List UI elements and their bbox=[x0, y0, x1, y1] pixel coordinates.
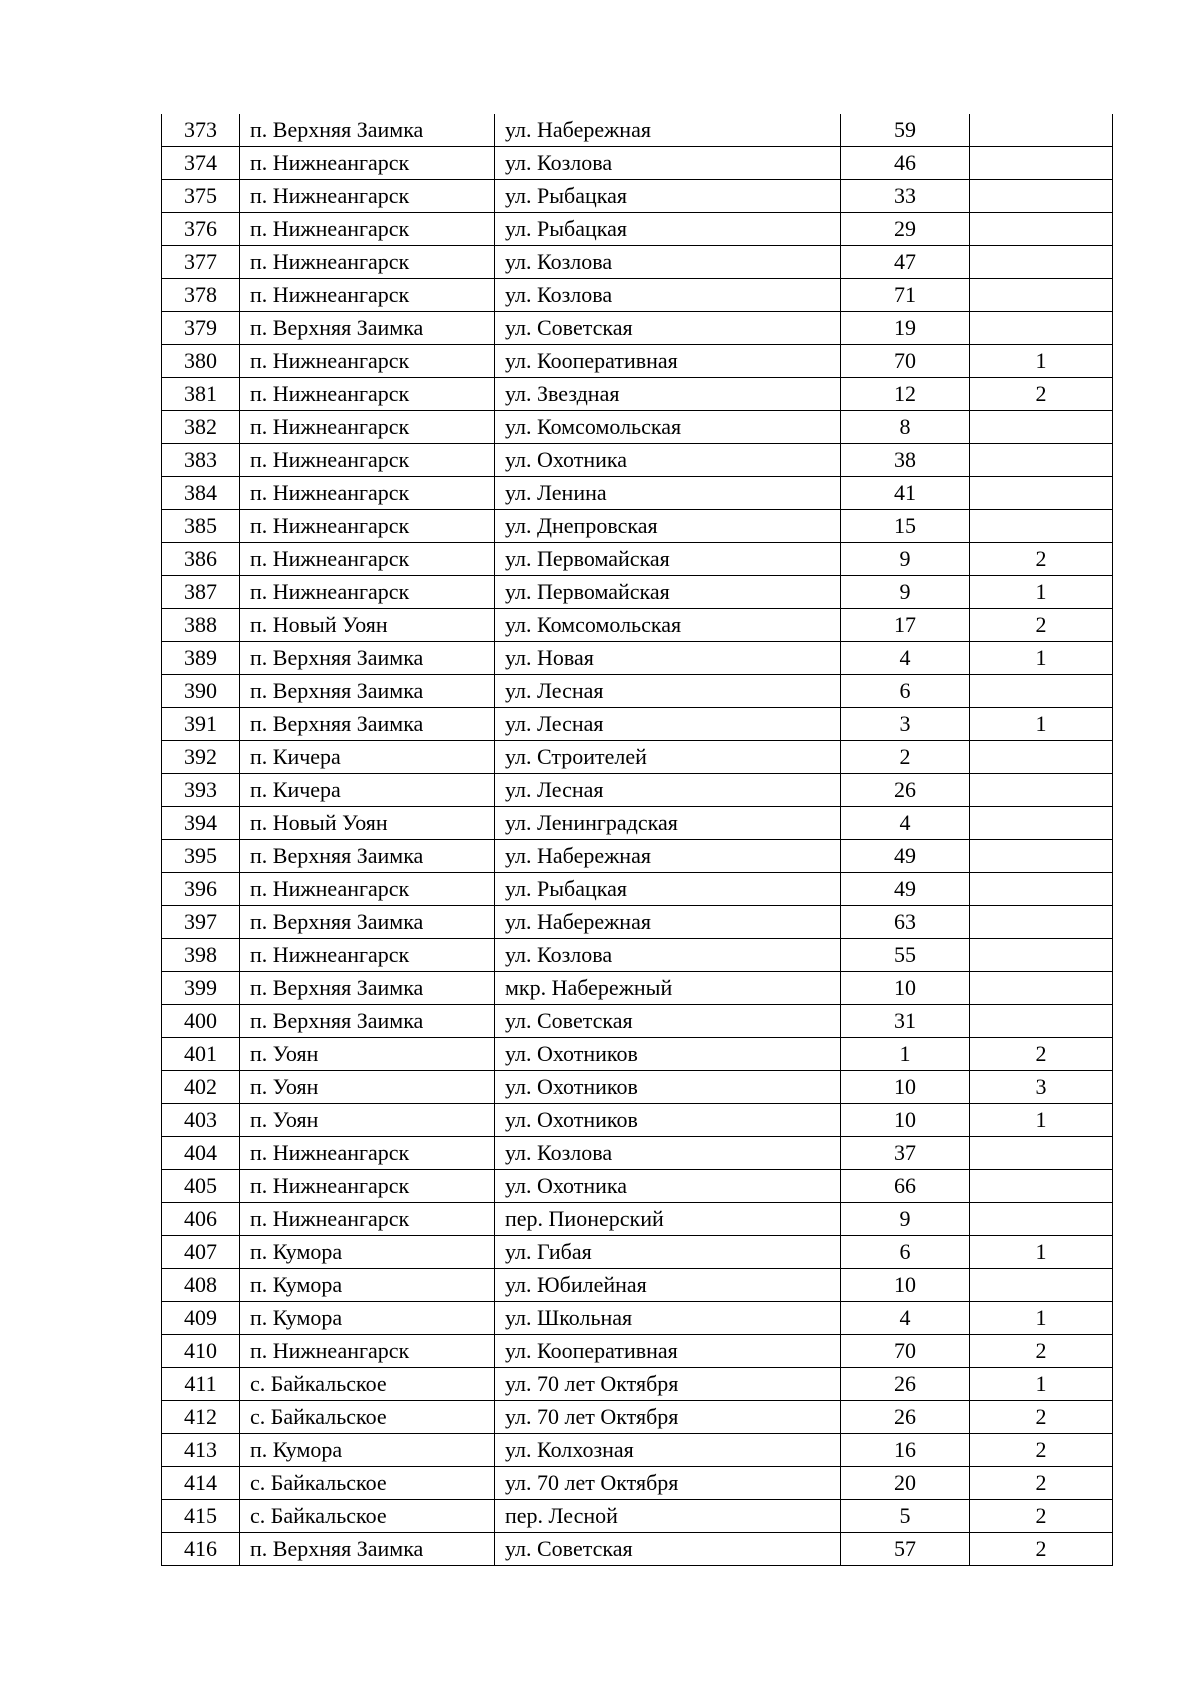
apartment-cell: 1 bbox=[970, 1236, 1113, 1269]
house-number-cell: 26 bbox=[841, 774, 970, 807]
row-number: 401 bbox=[162, 1038, 240, 1071]
apartment-cell: 2 bbox=[970, 1500, 1113, 1533]
row-number: 411 bbox=[162, 1368, 240, 1401]
settlement-cell: с. Байкальское bbox=[240, 1467, 495, 1500]
row-number: 379 bbox=[162, 312, 240, 345]
street-cell: ул. Юбилейная bbox=[495, 1269, 841, 1302]
settlement-cell: с. Байкальское bbox=[240, 1500, 495, 1533]
settlement-cell: п. Нижнеангарск bbox=[240, 543, 495, 576]
table-row bbox=[162, 741, 1113, 774]
street-cell: ул. Комсомольская bbox=[495, 609, 841, 642]
table-row bbox=[162, 873, 1113, 906]
house-number-cell: 8 bbox=[841, 411, 970, 444]
street-cell: мкр. Набережный bbox=[495, 972, 841, 1005]
street-cell: ул. Советская bbox=[495, 1005, 841, 1038]
apartment-cell: 1 bbox=[970, 642, 1113, 675]
apartment-cell bbox=[970, 972, 1113, 1005]
settlement-cell: п. Нижнеангарск bbox=[240, 279, 495, 312]
street-cell: ул. Набережная bbox=[495, 114, 841, 147]
settlement-cell: п. Нижнеангарск bbox=[240, 576, 495, 609]
settlement-cell: п. Нижнеангарск bbox=[240, 477, 495, 510]
house-number-cell: 37 bbox=[841, 1137, 970, 1170]
street-cell: ул. Лесная bbox=[495, 774, 841, 807]
row-number: 403 bbox=[162, 1104, 240, 1137]
house-number-cell: 70 bbox=[841, 1335, 970, 1368]
row-number: 396 bbox=[162, 873, 240, 906]
street-cell: ул. Охотников bbox=[495, 1104, 841, 1137]
settlement-cell: п. Нижнеангарск bbox=[240, 510, 495, 543]
settlement-cell: п. Кумора bbox=[240, 1302, 495, 1335]
house-number-cell: 15 bbox=[841, 510, 970, 543]
house-number-cell: 66 bbox=[841, 1170, 970, 1203]
apartment-cell bbox=[970, 510, 1113, 543]
row-number: 383 bbox=[162, 444, 240, 477]
table-row bbox=[162, 1401, 1113, 1434]
row-number: 409 bbox=[162, 1302, 240, 1335]
settlement-cell: п. Уоян bbox=[240, 1071, 495, 1104]
settlement-cell: с. Байкальское bbox=[240, 1368, 495, 1401]
apartment-cell: 2 bbox=[970, 378, 1113, 411]
table-row bbox=[162, 576, 1113, 609]
table-row bbox=[162, 906, 1113, 939]
row-number: 397 bbox=[162, 906, 240, 939]
street-cell: ул. Первомайская bbox=[495, 543, 841, 576]
street-cell: ул. Козлова bbox=[495, 1137, 841, 1170]
street-cell: ул. Школьная bbox=[495, 1302, 841, 1335]
house-number-cell: 16 bbox=[841, 1434, 970, 1467]
house-number-cell: 31 bbox=[841, 1005, 970, 1038]
table-row bbox=[162, 1368, 1113, 1401]
row-number: 413 bbox=[162, 1434, 240, 1467]
row-number: 393 bbox=[162, 774, 240, 807]
address-table-body bbox=[162, 114, 1113, 1566]
street-cell: ул. Козлова bbox=[495, 939, 841, 972]
row-number: 405 bbox=[162, 1170, 240, 1203]
table-row bbox=[162, 246, 1113, 279]
settlement-cell: п. Верхняя Заимка bbox=[240, 840, 495, 873]
house-number-cell: 47 bbox=[841, 246, 970, 279]
apartment-cell bbox=[970, 1005, 1113, 1038]
apartment-cell bbox=[970, 1203, 1113, 1236]
row-number: 375 bbox=[162, 180, 240, 213]
settlement-cell: п. Верхняя Заимка bbox=[240, 906, 495, 939]
settlement-cell: п. Кумора bbox=[240, 1434, 495, 1467]
row-number: 376 bbox=[162, 213, 240, 246]
street-cell: ул. Комсомольская bbox=[495, 411, 841, 444]
row-number: 407 bbox=[162, 1236, 240, 1269]
table-row bbox=[162, 675, 1113, 708]
row-number: 398 bbox=[162, 939, 240, 972]
house-number-cell: 4 bbox=[841, 642, 970, 675]
apartment-cell: 2 bbox=[970, 1038, 1113, 1071]
table-row bbox=[162, 1038, 1113, 1071]
apartment-cell bbox=[970, 444, 1113, 477]
house-number-cell: 71 bbox=[841, 279, 970, 312]
row-number: 416 bbox=[162, 1533, 240, 1566]
apartment-cell bbox=[970, 1170, 1113, 1203]
house-number-cell: 38 bbox=[841, 444, 970, 477]
row-number: 387 bbox=[162, 576, 240, 609]
table-row bbox=[162, 1236, 1113, 1269]
row-number: 404 bbox=[162, 1137, 240, 1170]
table-row bbox=[162, 411, 1113, 444]
apartment-cell bbox=[970, 906, 1113, 939]
row-number: 386 bbox=[162, 543, 240, 576]
settlement-cell: п. Верхняя Заимка bbox=[240, 1005, 495, 1038]
row-number: 395 bbox=[162, 840, 240, 873]
row-number: 373 bbox=[162, 114, 240, 147]
house-number-cell: 41 bbox=[841, 477, 970, 510]
street-cell: ул. Лесная bbox=[495, 708, 841, 741]
row-number: 408 bbox=[162, 1269, 240, 1302]
house-number-cell: 17 bbox=[841, 609, 970, 642]
apartment-cell: 2 bbox=[970, 1335, 1113, 1368]
apartment-cell bbox=[970, 411, 1113, 444]
settlement-cell: п. Новый Уоян bbox=[240, 609, 495, 642]
settlement-cell: п. Нижнеангарск bbox=[240, 345, 495, 378]
settlement-cell: п. Верхняя Заимка bbox=[240, 312, 495, 345]
house-number-cell: 49 bbox=[841, 840, 970, 873]
table-row bbox=[162, 1203, 1113, 1236]
row-number: 374 bbox=[162, 147, 240, 180]
settlement-cell: п. Верхняя Заимка bbox=[240, 675, 495, 708]
house-number-cell: 46 bbox=[841, 147, 970, 180]
street-cell: пер. Лесной bbox=[495, 1500, 841, 1533]
apartment-cell: 2 bbox=[970, 1401, 1113, 1434]
row-number: 384 bbox=[162, 477, 240, 510]
table-row bbox=[162, 1434, 1113, 1467]
apartment-cell: 1 bbox=[970, 1302, 1113, 1335]
settlement-cell: п. Кумора bbox=[240, 1269, 495, 1302]
street-cell: ул. 70 лет Октября bbox=[495, 1401, 841, 1434]
row-number: 414 bbox=[162, 1467, 240, 1500]
street-cell: ул. Днепровская bbox=[495, 510, 841, 543]
house-number-cell: 33 bbox=[841, 180, 970, 213]
row-number: 382 bbox=[162, 411, 240, 444]
row-number: 378 bbox=[162, 279, 240, 312]
apartment-cell bbox=[970, 741, 1113, 774]
settlement-cell: п. Нижнеангарск bbox=[240, 378, 495, 411]
apartment-cell bbox=[970, 939, 1113, 972]
street-cell: ул. Рыбацкая bbox=[495, 180, 841, 213]
row-number: 402 bbox=[162, 1071, 240, 1104]
house-number-cell: 49 bbox=[841, 873, 970, 906]
apartment-cell bbox=[970, 1137, 1113, 1170]
street-cell: ул. Рыбацкая bbox=[495, 873, 841, 906]
apartment-cell bbox=[970, 312, 1113, 345]
table-row bbox=[162, 147, 1113, 180]
house-number-cell: 26 bbox=[841, 1401, 970, 1434]
street-cell: ул. Охотника bbox=[495, 444, 841, 477]
table-row bbox=[162, 774, 1113, 807]
settlement-cell: п. Новый Уоян bbox=[240, 807, 495, 840]
table-row bbox=[162, 477, 1113, 510]
apartment-cell bbox=[970, 180, 1113, 213]
house-number-cell: 20 bbox=[841, 1467, 970, 1500]
row-number: 392 bbox=[162, 741, 240, 774]
house-number-cell: 10 bbox=[841, 1269, 970, 1302]
street-cell: ул. Ленина bbox=[495, 477, 841, 510]
street-cell: ул. Советская bbox=[495, 1533, 841, 1566]
house-number-cell: 55 bbox=[841, 939, 970, 972]
table-row bbox=[162, 279, 1113, 312]
street-cell: ул. Козлова bbox=[495, 147, 841, 180]
table-row bbox=[162, 972, 1113, 1005]
settlement-cell: п. Кумора bbox=[240, 1236, 495, 1269]
house-number-cell: 29 bbox=[841, 213, 970, 246]
settlement-cell: п. Верхняя Заимка bbox=[240, 114, 495, 147]
street-cell: ул. Козлова bbox=[495, 279, 841, 312]
street-cell: ул. 70 лет Октября bbox=[495, 1467, 841, 1500]
settlement-cell: п. Кичера bbox=[240, 774, 495, 807]
table-row bbox=[162, 114, 1113, 147]
table-row bbox=[162, 1005, 1113, 1038]
table-row bbox=[162, 708, 1113, 741]
street-cell: ул. Советская bbox=[495, 312, 841, 345]
apartment-cell bbox=[970, 873, 1113, 906]
row-number: 394 bbox=[162, 807, 240, 840]
table-row bbox=[162, 1335, 1113, 1368]
settlement-cell: п. Кичера bbox=[240, 741, 495, 774]
table-row bbox=[162, 1500, 1113, 1533]
apartment-cell bbox=[970, 774, 1113, 807]
apartment-cell bbox=[970, 213, 1113, 246]
row-number: 410 bbox=[162, 1335, 240, 1368]
address-table bbox=[161, 114, 1113, 1566]
street-cell: ул. Кооперативная bbox=[495, 1335, 841, 1368]
settlement-cell: п. Нижнеангарск bbox=[240, 1170, 495, 1203]
apartment-cell bbox=[970, 675, 1113, 708]
house-number-cell: 9 bbox=[841, 1203, 970, 1236]
street-cell: ул. Охотника bbox=[495, 1170, 841, 1203]
street-cell: ул. 70 лет Октября bbox=[495, 1368, 841, 1401]
apartment-cell: 2 bbox=[970, 543, 1113, 576]
table-row bbox=[162, 312, 1113, 345]
row-number: 381 bbox=[162, 378, 240, 411]
house-number-cell: 3 bbox=[841, 708, 970, 741]
apartment-cell bbox=[970, 1269, 1113, 1302]
settlement-cell: п. Верхняя Заимка bbox=[240, 642, 495, 675]
street-cell: ул. Козлова bbox=[495, 246, 841, 279]
house-number-cell: 9 bbox=[841, 543, 970, 576]
settlement-cell: п. Верхняя Заимка bbox=[240, 1533, 495, 1566]
row-number: 391 bbox=[162, 708, 240, 741]
settlement-cell: п. Верхняя Заимка bbox=[240, 708, 495, 741]
house-number-cell: 4 bbox=[841, 807, 970, 840]
house-number-cell: 6 bbox=[841, 675, 970, 708]
table-row bbox=[162, 1170, 1113, 1203]
table-row bbox=[162, 213, 1113, 246]
house-number-cell: 5 bbox=[841, 1500, 970, 1533]
street-cell: ул. Колхозная bbox=[495, 1434, 841, 1467]
street-cell: ул. Ленинградская bbox=[495, 807, 841, 840]
apartment-cell bbox=[970, 246, 1113, 279]
row-number: 388 bbox=[162, 609, 240, 642]
house-number-cell: 57 bbox=[841, 1533, 970, 1566]
house-number-cell: 4 bbox=[841, 1302, 970, 1335]
house-number-cell: 26 bbox=[841, 1368, 970, 1401]
settlement-cell: п. Нижнеангарск bbox=[240, 180, 495, 213]
street-cell: пер. Пионерский bbox=[495, 1203, 841, 1236]
table-row bbox=[162, 939, 1113, 972]
settlement-cell: п. Нижнеангарск bbox=[240, 1335, 495, 1368]
row-number: 406 bbox=[162, 1203, 240, 1236]
row-number: 415 bbox=[162, 1500, 240, 1533]
settlement-cell: п. Нижнеангарск bbox=[240, 147, 495, 180]
settlement-cell: п. Уоян bbox=[240, 1038, 495, 1071]
street-cell: ул. Набережная bbox=[495, 906, 841, 939]
house-number-cell: 6 bbox=[841, 1236, 970, 1269]
apartment-cell bbox=[970, 477, 1113, 510]
settlement-cell: с. Байкальское bbox=[240, 1401, 495, 1434]
apartment-cell bbox=[970, 147, 1113, 180]
settlement-cell: п. Верхняя Заимка bbox=[240, 972, 495, 1005]
settlement-cell: п. Нижнеангарск bbox=[240, 411, 495, 444]
row-number: 389 bbox=[162, 642, 240, 675]
street-cell: ул. Набережная bbox=[495, 840, 841, 873]
table-row bbox=[162, 807, 1113, 840]
table-row bbox=[162, 1269, 1113, 1302]
apartment-cell: 2 bbox=[970, 1467, 1113, 1500]
street-cell: ул. Гибая bbox=[495, 1236, 841, 1269]
apartment-cell: 1 bbox=[970, 576, 1113, 609]
settlement-cell: п. Нижнеангарск bbox=[240, 873, 495, 906]
street-cell: ул. Звездная bbox=[495, 378, 841, 411]
table-row bbox=[162, 840, 1113, 873]
table-row bbox=[162, 1137, 1113, 1170]
table-row bbox=[162, 1302, 1113, 1335]
street-cell: ул. Рыбацкая bbox=[495, 213, 841, 246]
apartment-cell bbox=[970, 279, 1113, 312]
table-row bbox=[162, 345, 1113, 378]
settlement-cell: п. Уоян bbox=[240, 1104, 495, 1137]
settlement-cell: п. Нижнеангарск bbox=[240, 213, 495, 246]
table-row bbox=[162, 543, 1113, 576]
apartment-cell: 3 bbox=[970, 1071, 1113, 1104]
street-cell: ул. Новая bbox=[495, 642, 841, 675]
apartment-cell: 1 bbox=[970, 1104, 1113, 1137]
apartment-cell: 1 bbox=[970, 708, 1113, 741]
table-row bbox=[162, 1071, 1113, 1104]
table-row bbox=[162, 510, 1113, 543]
table-row bbox=[162, 1467, 1113, 1500]
row-number: 412 bbox=[162, 1401, 240, 1434]
row-number: 380 bbox=[162, 345, 240, 378]
row-number: 399 bbox=[162, 972, 240, 1005]
apartment-cell bbox=[970, 840, 1113, 873]
table-row bbox=[162, 1104, 1113, 1137]
table-row bbox=[162, 180, 1113, 213]
row-number: 400 bbox=[162, 1005, 240, 1038]
house-number-cell: 9 bbox=[841, 576, 970, 609]
house-number-cell: 19 bbox=[841, 312, 970, 345]
street-cell: ул. Лесная bbox=[495, 675, 841, 708]
apartment-cell bbox=[970, 114, 1113, 147]
house-number-cell: 70 bbox=[841, 345, 970, 378]
row-number: 385 bbox=[162, 510, 240, 543]
settlement-cell: п. Нижнеангарск bbox=[240, 939, 495, 972]
apartment-cell bbox=[970, 807, 1113, 840]
row-number: 377 bbox=[162, 246, 240, 279]
house-number-cell: 63 bbox=[841, 906, 970, 939]
table-row bbox=[162, 642, 1113, 675]
street-cell: ул. Строителей bbox=[495, 741, 841, 774]
house-number-cell: 2 bbox=[841, 741, 970, 774]
street-cell: ул. Кооперативная bbox=[495, 345, 841, 378]
house-number-cell: 59 bbox=[841, 114, 970, 147]
house-number-cell: 10 bbox=[841, 1104, 970, 1137]
settlement-cell: п. Нижнеангарск bbox=[240, 444, 495, 477]
table-row bbox=[162, 444, 1113, 477]
table-row bbox=[162, 609, 1113, 642]
table-row bbox=[162, 1533, 1113, 1566]
settlement-cell: п. Нижнеангарск bbox=[240, 246, 495, 279]
house-number-cell: 10 bbox=[841, 972, 970, 1005]
street-cell: ул. Первомайская bbox=[495, 576, 841, 609]
house-number-cell: 12 bbox=[841, 378, 970, 411]
house-number-cell: 10 bbox=[841, 1071, 970, 1104]
apartment-cell: 2 bbox=[970, 1533, 1113, 1566]
settlement-cell: п. Нижнеангарск bbox=[240, 1203, 495, 1236]
table-row bbox=[162, 378, 1113, 411]
apartment-cell: 1 bbox=[970, 345, 1113, 378]
settlement-cell: п. Нижнеангарск bbox=[240, 1137, 495, 1170]
row-number: 390 bbox=[162, 675, 240, 708]
street-cell: ул. Охотников bbox=[495, 1071, 841, 1104]
street-cell: ул. Охотников bbox=[495, 1038, 841, 1071]
house-number-cell: 1 bbox=[841, 1038, 970, 1071]
apartment-cell: 2 bbox=[970, 609, 1113, 642]
apartment-cell: 2 bbox=[970, 1434, 1113, 1467]
apartment-cell: 1 bbox=[970, 1368, 1113, 1401]
